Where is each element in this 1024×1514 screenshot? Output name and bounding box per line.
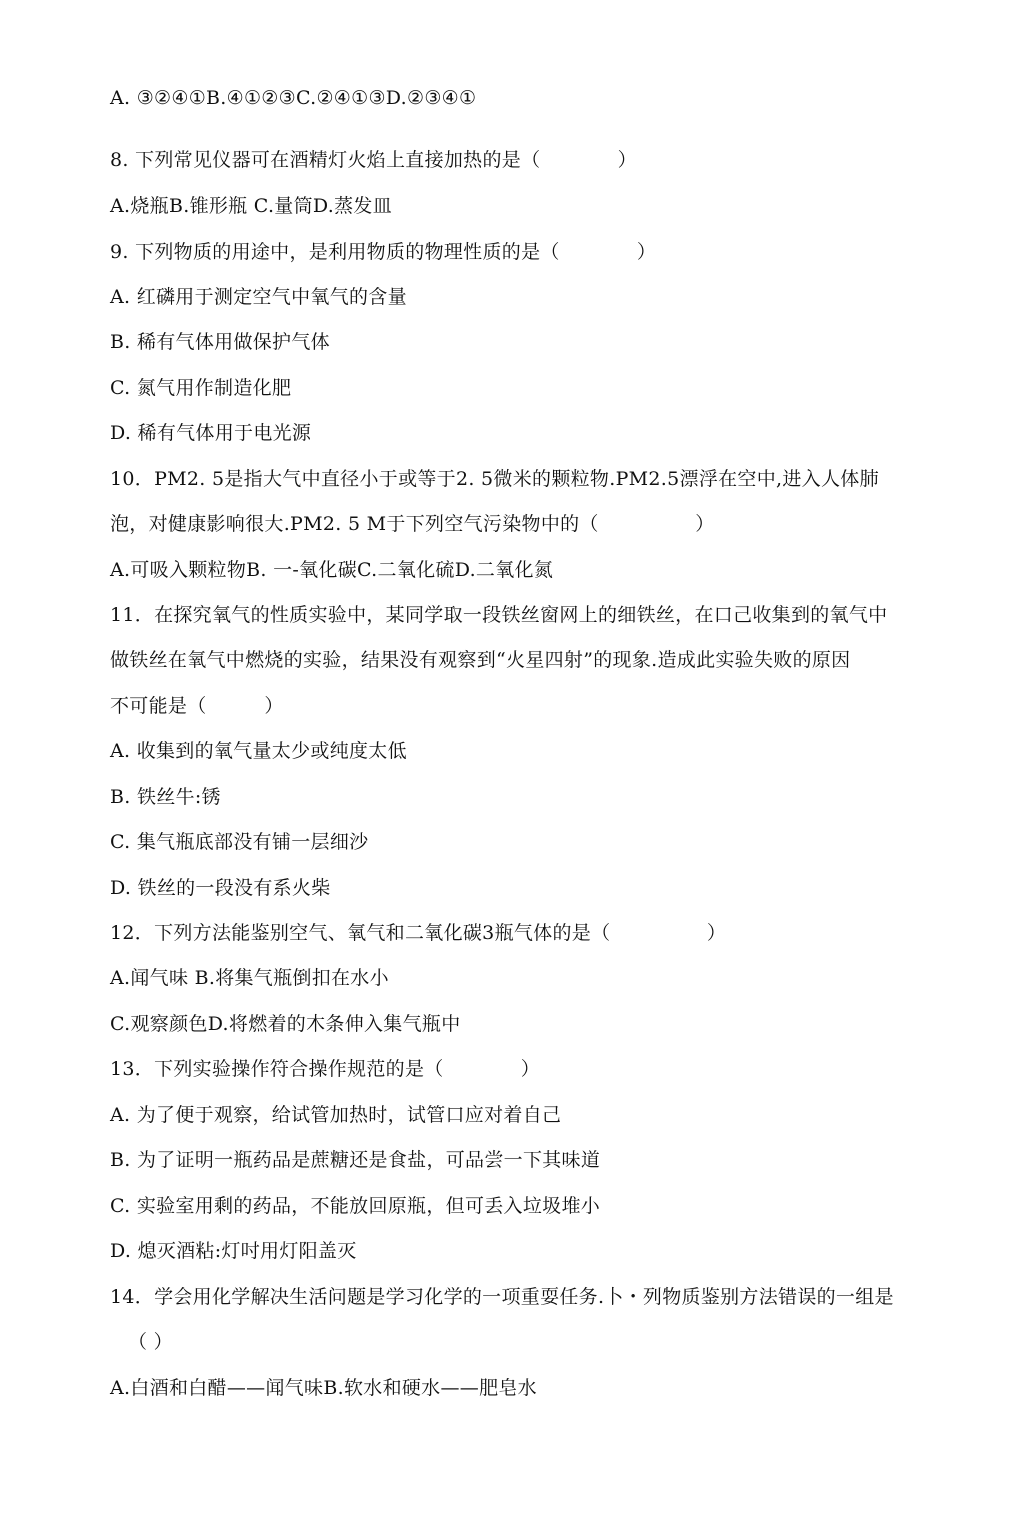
question-13-option-a: A. 为了便于观察，给试管加热时，试管口应对着自己 xyxy=(110,1104,562,1126)
question-11-stem-line2: 做铁丝在氧气中燃烧的实验，结果没有观察到“火星四射”的现象.造成此实验失败的原因 xyxy=(110,649,851,671)
question-11-stem-line3: 不可能是（ ） xyxy=(110,695,284,717)
question-10-stem-line2: 泡，对健康影响很大.PM2. 5 M于下列空气污染物中的（ ） xyxy=(110,513,715,535)
question-9-option-d: D. 稀有气体用于电光源 xyxy=(110,422,312,444)
question-10-stem-line1: 10．PM2. 5是指大气中直径小于或等于2. 5微米的颗粒物.PM2.5漂浮在空中,进入人体肺 xyxy=(110,468,879,490)
question-8-stem: 8. 下列常见仪器可在酒精灯火焰上直接加热的是（ ） xyxy=(110,149,637,171)
question-13-option-b: B. 为了证明一瓶药品是蔗糖还是食盐，可品尝一下其味道 xyxy=(110,1149,601,1171)
question-14-options-ab: A.白酒和白醋——闻气味B.软水和硬水——肥皂水 xyxy=(110,1377,537,1399)
question-9-stem: 9. 下列物质的用途中，是利用物质的物理性质的是（ ） xyxy=(110,241,657,263)
question-13-option-c: C. 实验室用剩的药品，不能放回原瓶，但可丢入垃圾堆小 xyxy=(110,1195,601,1217)
question-11-option-d: D. 铁丝的一段没有系火柴 xyxy=(110,877,331,899)
question-12-stem: 12．下列方法能鉴别空气、氧气和二氧化碳3瓶气体的是（ ） xyxy=(110,922,727,944)
question-11-option-c: C. 集气瓶底部没有铺一层细沙 xyxy=(110,831,369,853)
question-9-option-c: C. 氮气用作制造化肥 xyxy=(110,377,292,399)
question-12-options-cd: C.观察颜色D.将燃着的木条伸入集气瓶中 xyxy=(110,1013,461,1035)
question-8-options: A.烧瓶B.锥形瓶 C.量筒D.蒸发皿 xyxy=(110,195,392,217)
question-10-options: A.可吸入颗粒物B. 一-氧化碳C.二氧化硫D.二氧化氮 xyxy=(110,559,554,581)
question-14-answer-bracket: （ ） xyxy=(128,1331,173,1353)
question-11-option-b: B. 铁丝牛:锈 xyxy=(110,786,221,808)
question-12-options-ab: A.闻气味 B.将集气瓶倒扣在水小 xyxy=(110,967,389,989)
question-13-stem: 13．下列实验操作符合操作规范的是（ ） xyxy=(110,1058,541,1080)
question-13-option-d: D. 熄灭酒粘:灯吋用灯阳盖灭 xyxy=(110,1240,357,1262)
question-9-option-b: B. 稀有气体用做保护气体 xyxy=(110,331,330,353)
question-9-option-a: A. 红磷用于测定空气中氧气的含量 xyxy=(110,286,407,308)
question-11-stem-line1: 11．在探究氧气的性质实验中，某同学取一段铁丝窗网上的细铁丝，在口己收集到的氧气中 xyxy=(110,604,888,626)
question-14-stem: 14．学会用化学解决生活问题是学习化学的一项重耍任务.卜・列物质鉴别方法错误的一组是 xyxy=(110,1286,894,1308)
question-11-option-a: A. 收集到的氧气量太少或纯度太低 xyxy=(110,740,407,762)
answer-options-q7: A. ③②④①B.④①②③C.②④①③D.②③④① xyxy=(110,87,477,109)
